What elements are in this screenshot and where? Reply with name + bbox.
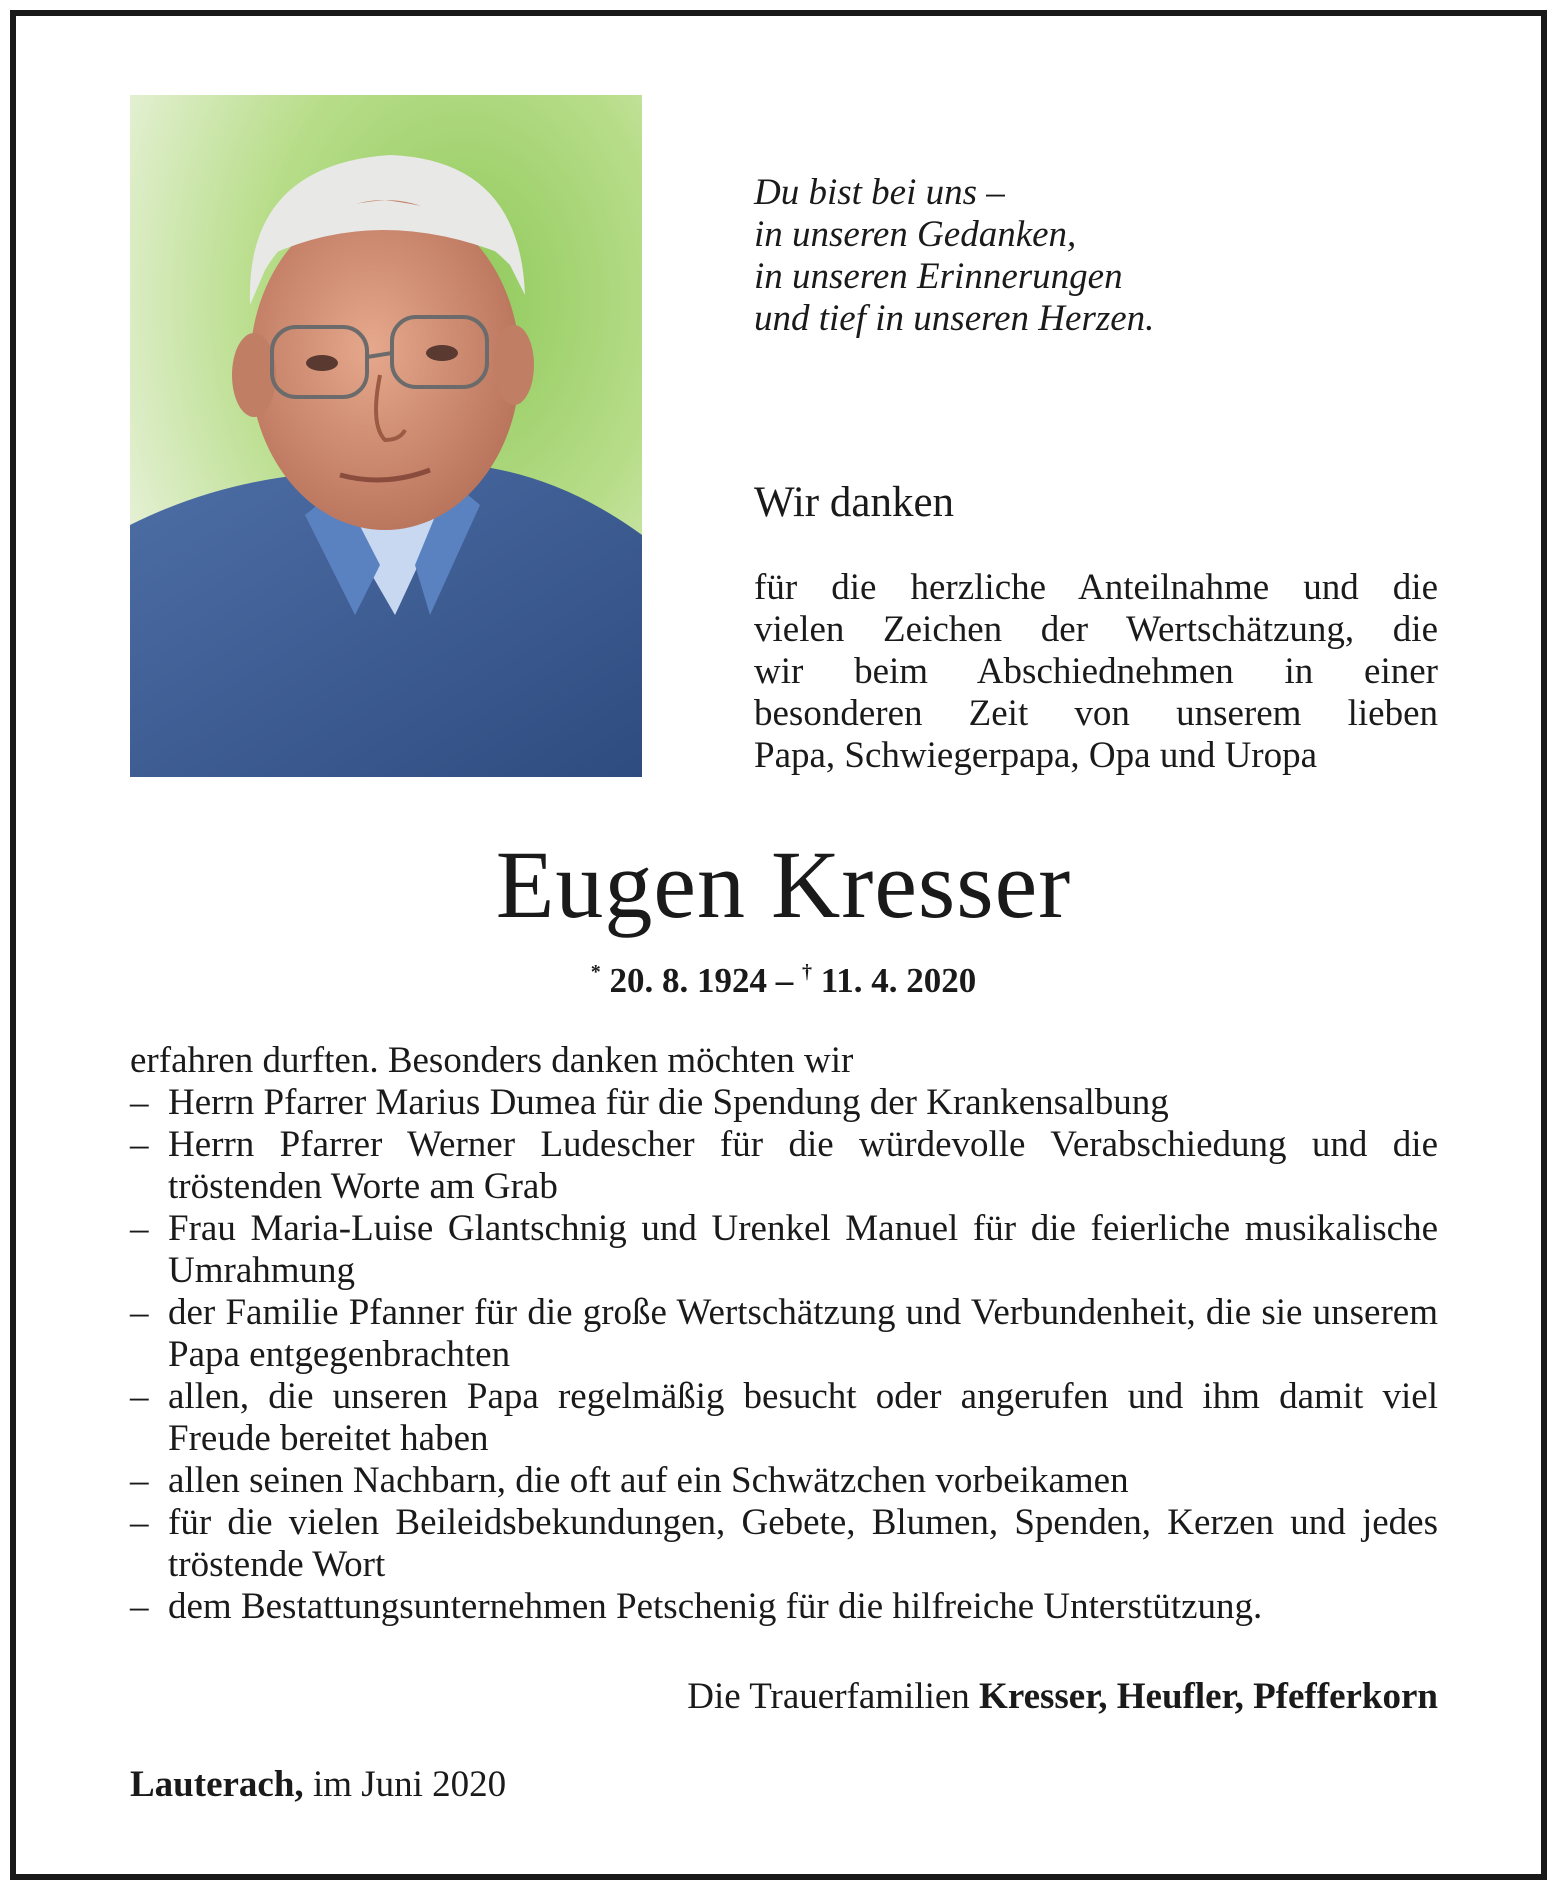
- portrait-photo: [130, 95, 642, 777]
- place-month: im Juni 2020: [312, 1764, 507, 1805]
- acknowledgement-lead: erfahren durften. Besonders danken möchten wir: [130, 1040, 854, 1081]
- list-item: – allen seinen Nachbarn, die oft auf ein Schwätzchen vorbeikamen: [130, 1460, 1438, 1502]
- place-town: Lauterach,: [130, 1764, 304, 1805]
- intro-line: vielen Zeichen der Wertschätzung, die: [754, 609, 1438, 650]
- signature-prefix: Die Trauerfamilien: [687, 1676, 970, 1717]
- intro-line: Papa, Schwiegerpapa, Opa und Uropa: [754, 735, 1318, 776]
- acknowledgement-list: [130, 1082, 1438, 1628]
- poem-line: Du bist bei uns –: [754, 172, 1005, 213]
- intro-line: besonderen Zeit von unserem lieben: [754, 693, 1438, 734]
- family-signature: [0, 1676, 1438, 1718]
- list-item: – Frau Maria-Luise Glantschnig und Urenkel Manuel für die feierliche musikalische Umrahmung: [130, 1208, 1438, 1292]
- deceased-name: Eugen Kresser: [495, 831, 1072, 938]
- intro-line: wir beim Abschiednehmen in einer: [754, 651, 1438, 692]
- poem-line: in unseren Erinnerungen: [754, 256, 1123, 297]
- date-separator: –: [775, 961, 794, 1000]
- list-item: – dem Bestattungsunternehmen Petschenig für die hilfreiche Unterstützung.: [130, 1586, 1438, 1628]
- list-item: – allen, die unseren Papa regelmäßig besucht oder angerufen und ihm damit viel Freude bereitet haben: [130, 1376, 1438, 1460]
- list-item: – der Familie Pfanner für die große Wertschätzung und Verbundenheit, die sie unserem Papa entgegenbrachten: [130, 1292, 1438, 1376]
- thanks-intro: [754, 567, 1438, 777]
- intro-line: für die herzliche Anteilnahme und die: [754, 567, 1438, 608]
- thanks-heading: Wir danken: [754, 479, 955, 526]
- birth-date: 20. 8. 1924: [609, 961, 767, 1000]
- poem-line: und tief in unseren Herzen.: [754, 298, 1155, 339]
- list-item: – Herrn Pfarrer Werner Ludescher für die würdevolle Verabschiedung und die tröstenden Worte am Grab: [130, 1124, 1438, 1208]
- list-item: – für die vielen Beileidsbekundungen, Gebete, Blumen, Spenden, Kerzen und jedes tröstende Wort: [130, 1502, 1438, 1586]
- list-item: – Herrn Pfarrer Marius Dumea für die Spendung der Krankensalbung: [130, 1082, 1438, 1124]
- place-date: [130, 1764, 506, 1806]
- birth-mark: *: [590, 961, 601, 983]
- family-names: Kresser, Heufler, Pfefferkorn: [979, 1676, 1438, 1717]
- memorial-poem: [754, 172, 1154, 340]
- acknowledgement-text: [130, 1040, 1438, 1628]
- death-date: 11. 4. 2020: [820, 961, 977, 1000]
- death-mark: †: [801, 961, 812, 983]
- life-dates: [0, 952, 1567, 1001]
- poem-line: in unseren Gedanken,: [754, 214, 1077, 255]
